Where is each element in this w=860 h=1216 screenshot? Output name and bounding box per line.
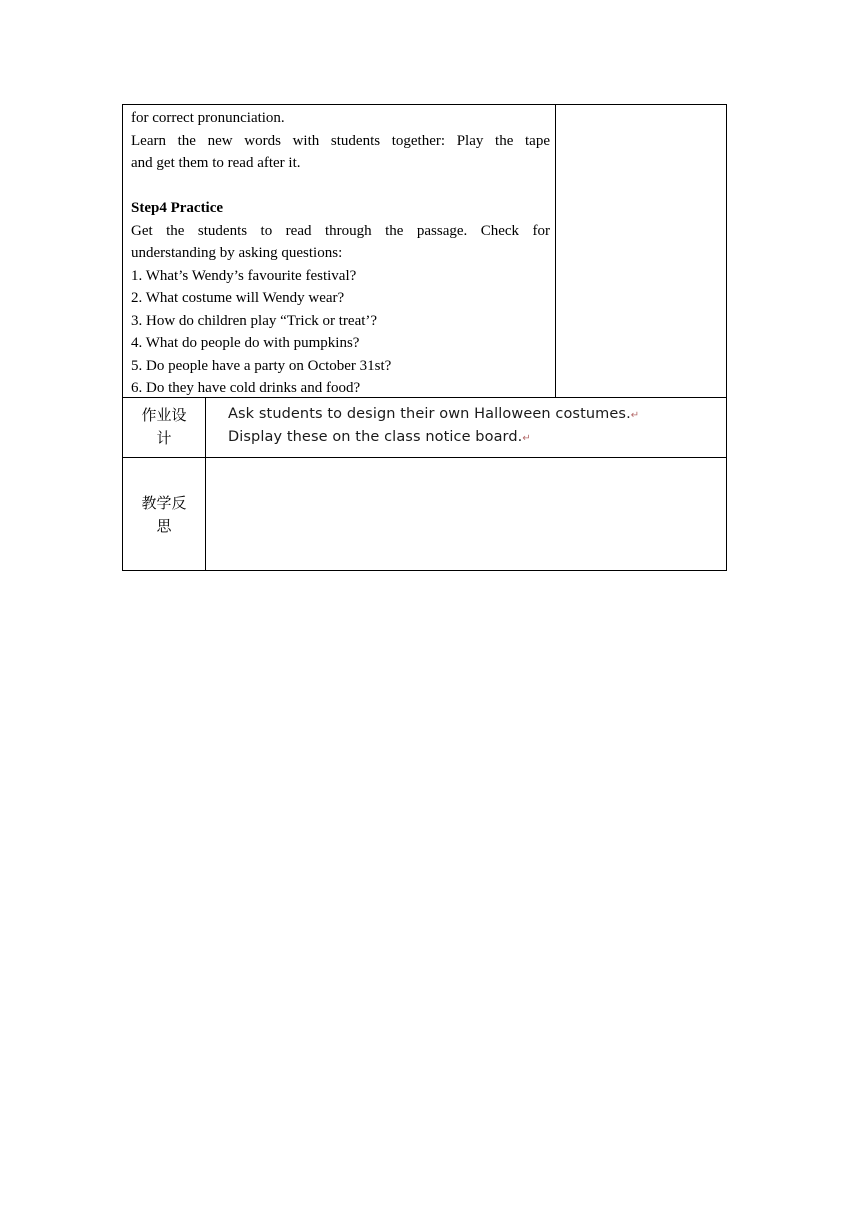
question-item: 4. What do people do with pumpkins? — [131, 335, 360, 351]
homework-label: 作业设 计 — [141, 406, 187, 447]
procedure-line: and get them to read after it. — [131, 155, 301, 171]
question-item: 2. What costume will Wendy wear? — [131, 290, 345, 306]
procedure-line: for correct pronunciation. — [131, 110, 285, 126]
paragraph-mark-icon: ↵ — [522, 433, 531, 444]
reflection-label-cell — [123, 458, 206, 570]
homework-text: Ask students to design their own Halloween costumes. — [228, 406, 631, 422]
procedure-line: Get the students to read through the passage. Check for — [131, 222, 550, 239]
notes-cell — [556, 105, 727, 398]
procedure-line: Learn the new words with students together: Play the tape — [131, 132, 550, 149]
blank-line — [131, 175, 550, 198]
homework-content-cell — [206, 398, 726, 457]
reflection-row — [122, 457, 727, 571]
procedure-text — [131, 107, 550, 400]
homework-text: Display these on the class notice board. — [228, 429, 523, 445]
paragraph-mark-icon: ↵ — [630, 410, 640, 421]
lesson-plan-table-top — [122, 104, 727, 397]
homework-line — [228, 406, 639, 422]
reflection-label: 教学反 思 — [141, 494, 187, 535]
question-item: 5. Do people have a party on October 31st? — [131, 357, 392, 374]
question-item: 6. Do they have cold drinks and food? — [131, 380, 361, 396]
question-item: 3. How do children play “Trick or treat’? — [131, 312, 378, 329]
question-item: 1. What’s Wendy’s favourite festival? — [131, 267, 357, 284]
procedure-line: understanding by asking questions: — [131, 245, 343, 261]
procedure-cell — [123, 105, 556, 398]
step-heading: Step4 Practice — [131, 200, 224, 216]
homework-row — [122, 397, 727, 458]
homework-label-cell — [123, 398, 206, 457]
reflection-content-cell — [206, 458, 726, 570]
homework-line — [228, 429, 531, 445]
